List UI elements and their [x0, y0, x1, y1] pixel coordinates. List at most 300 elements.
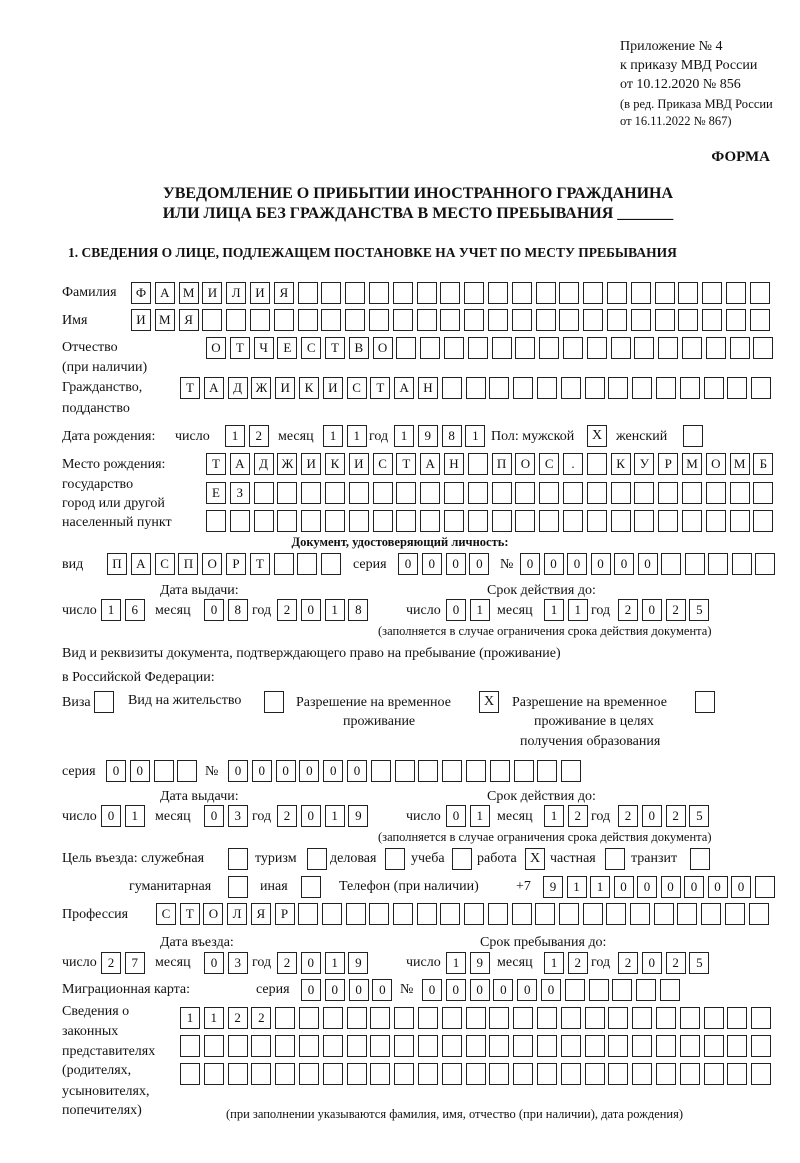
char-cell[interactable]: А [230, 453, 250, 475]
char-cell[interactable]: 0 [101, 805, 121, 827]
char-cell[interactable]: С [155, 553, 175, 575]
char-cell[interactable] [587, 482, 607, 504]
char-cell[interactable] [325, 482, 345, 504]
char-cell[interactable]: Т [180, 377, 200, 399]
char-cell[interactable] [632, 1007, 652, 1029]
char-cell[interactable] [559, 309, 579, 331]
char-cell[interactable] [298, 903, 318, 925]
char-cell[interactable] [370, 1035, 390, 1057]
purpose-transit-checkbox[interactable] [690, 848, 710, 870]
char-cell[interactable]: 1 [544, 599, 564, 621]
char-cell[interactable] [585, 1063, 605, 1085]
char-cell[interactable] [297, 553, 317, 575]
char-cell[interactable]: 0 [446, 979, 466, 1001]
char-cell[interactable] [708, 553, 728, 575]
char-cell[interactable] [608, 1063, 628, 1085]
char-cell[interactable]: М [682, 453, 702, 475]
char-cell[interactable] [464, 309, 484, 331]
char-cell[interactable]: О [515, 453, 535, 475]
char-cell[interactable] [658, 482, 678, 504]
char-cell[interactable] [732, 553, 752, 575]
char-cell[interactable]: Т [250, 553, 270, 575]
char-cell[interactable] [204, 1035, 224, 1057]
char-cell[interactable] [583, 309, 603, 331]
char-cell[interactable]: 1 [470, 599, 490, 621]
char-cell[interactable]: П [492, 453, 512, 475]
char-cell[interactable]: П [107, 553, 127, 575]
purpose-tourism-checkbox[interactable] [307, 848, 327, 870]
char-cell[interactable] [611, 510, 631, 532]
char-cell[interactable]: Н [444, 453, 464, 475]
char-cell[interactable] [488, 282, 508, 304]
char-cell[interactable] [299, 1035, 319, 1057]
char-cell[interactable] [464, 282, 484, 304]
char-cell[interactable] [634, 510, 654, 532]
char-cell[interactable]: А [394, 377, 414, 399]
char-cell[interactable] [677, 903, 697, 925]
char-cell[interactable] [180, 1063, 200, 1085]
char-cell[interactable]: Т [396, 453, 416, 475]
char-cell[interactable]: 2 [618, 952, 638, 974]
char-cell[interactable] [345, 282, 365, 304]
char-cell[interactable]: Д [228, 377, 248, 399]
char-cell[interactable] [394, 1007, 414, 1029]
char-cell[interactable] [489, 1063, 509, 1085]
char-cell[interactable] [608, 377, 628, 399]
char-cell[interactable] [656, 1035, 676, 1057]
char-cell[interactable] [251, 1035, 271, 1057]
char-cell[interactable]: . [563, 453, 583, 475]
char-cell[interactable] [611, 482, 631, 504]
char-cell[interactable]: 1 [101, 599, 121, 621]
char-cell[interactable] [751, 1007, 771, 1029]
char-cell[interactable]: 0 [544, 553, 564, 575]
char-cell[interactable]: 2 [568, 805, 588, 827]
char-cell[interactable] [537, 377, 557, 399]
char-cell[interactable] [561, 760, 581, 782]
char-cell[interactable]: 1 [325, 952, 345, 974]
char-cell[interactable] [254, 510, 274, 532]
char-cell[interactable]: 0 [301, 952, 321, 974]
char-cell[interactable] [464, 903, 484, 925]
char-cell[interactable] [515, 337, 535, 359]
char-cell[interactable] [466, 760, 486, 782]
char-cell[interactable] [513, 1035, 533, 1057]
char-cell[interactable]: 0 [325, 979, 345, 1001]
char-cell[interactable] [468, 453, 488, 475]
char-cell[interactable] [608, 1007, 628, 1029]
char-cell[interactable] [587, 337, 607, 359]
char-cell[interactable] [323, 1035, 343, 1057]
char-cell[interactable] [490, 760, 510, 782]
char-cell[interactable]: 0 [446, 805, 466, 827]
char-cell[interactable]: 0 [446, 599, 466, 621]
char-cell[interactable] [678, 309, 698, 331]
char-cell[interactable]: А [204, 377, 224, 399]
char-cell[interactable]: 0 [323, 760, 343, 782]
char-cell[interactable]: 2 [618, 805, 638, 827]
char-cell[interactable] [370, 1007, 390, 1029]
char-cell[interactable] [561, 1007, 581, 1029]
char-cell[interactable]: 0 [614, 553, 634, 575]
char-cell[interactable] [706, 337, 726, 359]
char-cell[interactable] [585, 1035, 605, 1057]
char-cell[interactable] [749, 903, 769, 925]
char-cell[interactable]: 0 [642, 599, 662, 621]
char-cell[interactable]: Я [274, 282, 294, 304]
char-cell[interactable]: С [156, 903, 176, 925]
char-cell[interactable] [440, 282, 460, 304]
char-cell[interactable]: 9 [418, 425, 438, 447]
char-cell[interactable] [563, 510, 583, 532]
char-cell[interactable] [589, 979, 609, 1001]
char-cell[interactable] [154, 760, 174, 782]
char-cell[interactable]: 2 [277, 952, 297, 974]
char-cell[interactable] [346, 903, 366, 925]
char-cell[interactable]: 2 [277, 805, 297, 827]
char-cell[interactable]: 0 [638, 553, 658, 575]
purpose-service-checkbox[interactable] [228, 848, 248, 870]
char-cell[interactable]: Ч [254, 337, 274, 359]
char-cell[interactable]: 0 [299, 760, 319, 782]
char-cell[interactable]: К [611, 453, 631, 475]
char-cell[interactable] [442, 1007, 462, 1029]
char-cell[interactable] [277, 482, 297, 504]
char-cell[interactable]: Т [370, 377, 390, 399]
char-cell[interactable]: 0 [520, 553, 540, 575]
char-cell[interactable] [373, 510, 393, 532]
char-cell[interactable]: 0 [301, 805, 321, 827]
char-cell[interactable] [204, 1063, 224, 1085]
char-cell[interactable]: 0 [130, 760, 150, 782]
char-cell[interactable] [656, 1063, 676, 1085]
char-cell[interactable] [298, 309, 318, 331]
char-cell[interactable]: О [373, 337, 393, 359]
char-cell[interactable]: 8 [228, 599, 248, 621]
char-cell[interactable]: 0 [567, 553, 587, 575]
char-cell[interactable]: Д [254, 453, 274, 475]
char-cell[interactable] [701, 903, 721, 925]
purpose-work-checkbox[interactable]: X [525, 848, 545, 870]
temp-residence-checkbox[interactable]: X [479, 691, 499, 713]
char-cell[interactable] [489, 377, 509, 399]
char-cell[interactable] [539, 482, 559, 504]
char-cell[interactable] [466, 1007, 486, 1029]
char-cell[interactable] [347, 1007, 367, 1029]
char-cell[interactable]: К [325, 453, 345, 475]
char-cell[interactable]: Т [206, 453, 226, 475]
char-cell[interactable]: Т [230, 337, 250, 359]
char-cell[interactable] [396, 482, 416, 504]
char-cell[interactable] [466, 1035, 486, 1057]
char-cell[interactable] [559, 903, 579, 925]
char-cell[interactable] [607, 309, 627, 331]
visa-checkbox[interactable] [94, 691, 114, 713]
char-cell[interactable]: М [155, 309, 175, 331]
char-cell[interactable] [706, 510, 726, 532]
char-cell[interactable] [632, 1035, 652, 1057]
char-cell[interactable] [468, 482, 488, 504]
char-cell[interactable]: Б [753, 453, 773, 475]
char-cell[interactable] [394, 1035, 414, 1057]
char-cell[interactable] [583, 282, 603, 304]
char-cell[interactable]: 0 [661, 876, 681, 898]
char-cell[interactable]: 1 [470, 805, 490, 827]
char-cell[interactable] [492, 482, 512, 504]
char-cell[interactable] [347, 1063, 367, 1085]
char-cell[interactable]: И [349, 453, 369, 475]
char-cell[interactable]: О [202, 553, 222, 575]
char-cell[interactable] [559, 282, 579, 304]
purpose-private-checkbox[interactable] [605, 848, 625, 870]
char-cell[interactable]: Ж [251, 377, 271, 399]
char-cell[interactable]: 1 [125, 805, 145, 827]
char-cell[interactable] [228, 1063, 248, 1085]
char-cell[interactable]: 6 [125, 599, 145, 621]
char-cell[interactable] [727, 1035, 747, 1057]
char-cell[interactable]: 0 [398, 553, 418, 575]
char-cell[interactable] [420, 510, 440, 532]
char-cell[interactable]: 0 [252, 760, 272, 782]
char-cell[interactable] [515, 510, 535, 532]
char-cell[interactable] [228, 1035, 248, 1057]
char-cell[interactable]: 0 [106, 760, 126, 782]
char-cell[interactable] [513, 1007, 533, 1029]
char-cell[interactable]: 3 [228, 805, 248, 827]
char-cell[interactable] [755, 553, 775, 575]
char-cell[interactable] [349, 482, 369, 504]
char-cell[interactable]: 2 [666, 805, 686, 827]
char-cell[interactable] [563, 337, 583, 359]
char-cell[interactable] [680, 1035, 700, 1057]
char-cell[interactable]: Л [227, 903, 247, 925]
char-cell[interactable] [489, 1007, 509, 1029]
char-cell[interactable] [325, 510, 345, 532]
char-cell[interactable] [536, 282, 556, 304]
char-cell[interactable] [658, 337, 678, 359]
char-cell[interactable]: 0 [731, 876, 751, 898]
char-cell[interactable] [321, 553, 341, 575]
char-cell[interactable] [369, 309, 389, 331]
char-cell[interactable]: 2 [666, 952, 686, 974]
purpose-business-checkbox[interactable] [385, 848, 405, 870]
char-cell[interactable] [226, 309, 246, 331]
char-cell[interactable]: Т [180, 903, 200, 925]
char-cell[interactable] [254, 482, 274, 504]
char-cell[interactable]: О [706, 453, 726, 475]
char-cell[interactable] [631, 309, 651, 331]
char-cell[interactable] [587, 453, 607, 475]
char-cell[interactable] [585, 1007, 605, 1029]
char-cell[interactable] [632, 1063, 652, 1085]
char-cell[interactable]: 2 [228, 1007, 248, 1029]
char-cell[interactable] [370, 1063, 390, 1085]
char-cell[interactable] [440, 903, 460, 925]
char-cell[interactable] [299, 1007, 319, 1029]
char-cell[interactable]: 1 [567, 876, 587, 898]
char-cell[interactable] [466, 377, 486, 399]
char-cell[interactable]: 0 [614, 876, 634, 898]
char-cell[interactable]: 2 [666, 599, 686, 621]
char-cell[interactable] [539, 510, 559, 532]
char-cell[interactable] [702, 282, 722, 304]
char-cell[interactable]: Я [179, 309, 199, 331]
char-cell[interactable] [537, 1063, 557, 1085]
char-cell[interactable] [753, 482, 773, 504]
char-cell[interactable] [539, 337, 559, 359]
char-cell[interactable] [251, 1063, 271, 1085]
char-cell[interactable] [488, 309, 508, 331]
char-cell[interactable]: 0 [204, 599, 224, 621]
char-cell[interactable]: 1 [323, 425, 343, 447]
char-cell[interactable] [702, 309, 722, 331]
char-cell[interactable] [250, 309, 270, 331]
char-cell[interactable] [561, 377, 581, 399]
char-cell[interactable] [513, 1063, 533, 1085]
char-cell[interactable] [563, 482, 583, 504]
char-cell[interactable]: И [323, 377, 343, 399]
char-cell[interactable] [750, 282, 770, 304]
char-cell[interactable]: 9 [470, 952, 490, 974]
char-cell[interactable] [727, 377, 747, 399]
char-cell[interactable] [393, 903, 413, 925]
char-cell[interactable]: Р [226, 553, 246, 575]
char-cell[interactable] [680, 1007, 700, 1029]
char-cell[interactable] [323, 1063, 343, 1085]
char-cell[interactable] [468, 337, 488, 359]
char-cell[interactable]: 0 [642, 805, 662, 827]
char-cell[interactable]: Ф [131, 282, 151, 304]
char-cell[interactable]: Е [277, 337, 297, 359]
temp-edu-checkbox[interactable] [695, 691, 715, 713]
char-cell[interactable]: С [539, 453, 559, 475]
char-cell[interactable] [301, 482, 321, 504]
char-cell[interactable] [630, 903, 650, 925]
char-cell[interactable] [727, 1063, 747, 1085]
char-cell[interactable]: Н [418, 377, 438, 399]
char-cell[interactable] [706, 482, 726, 504]
char-cell[interactable]: П [178, 553, 198, 575]
char-cell[interactable] [489, 1035, 509, 1057]
sex-male-checkbox[interactable]: X [587, 425, 607, 447]
char-cell[interactable]: 0 [276, 760, 296, 782]
char-cell[interactable] [444, 482, 464, 504]
char-cell[interactable] [371, 760, 391, 782]
char-cell[interactable]: 0 [372, 979, 392, 1001]
char-cell[interactable] [656, 1007, 676, 1029]
char-cell[interactable]: 1 [180, 1007, 200, 1029]
char-cell[interactable]: И [131, 309, 151, 331]
char-cell[interactable] [634, 337, 654, 359]
char-cell[interactable] [565, 979, 585, 1001]
char-cell[interactable]: 8 [348, 599, 368, 621]
char-cell[interactable] [658, 510, 678, 532]
char-cell[interactable] [537, 1035, 557, 1057]
char-cell[interactable] [274, 553, 294, 575]
char-cell[interactable] [656, 377, 676, 399]
char-cell[interactable] [442, 377, 462, 399]
char-cell[interactable] [606, 903, 626, 925]
char-cell[interactable] [680, 377, 700, 399]
char-cell[interactable]: 8 [442, 425, 462, 447]
char-cell[interactable] [636, 979, 656, 1001]
char-cell[interactable] [418, 1063, 438, 1085]
char-cell[interactable]: 1 [465, 425, 485, 447]
char-cell[interactable]: О [206, 337, 226, 359]
char-cell[interactable] [655, 282, 675, 304]
char-cell[interactable]: 2 [568, 952, 588, 974]
char-cell[interactable] [393, 282, 413, 304]
char-cell[interactable] [654, 903, 674, 925]
char-cell[interactable] [393, 309, 413, 331]
char-cell[interactable]: М [179, 282, 199, 304]
char-cell[interactable] [417, 309, 437, 331]
char-cell[interactable] [753, 510, 773, 532]
char-cell[interactable] [442, 760, 462, 782]
char-cell[interactable] [277, 510, 297, 532]
char-cell[interactable] [512, 282, 532, 304]
char-cell[interactable]: 9 [543, 876, 563, 898]
char-cell[interactable] [177, 760, 197, 782]
char-cell[interactable]: З [230, 482, 250, 504]
char-cell[interactable] [298, 282, 318, 304]
char-cell[interactable] [755, 876, 775, 898]
char-cell[interactable] [349, 510, 369, 532]
char-cell[interactable]: 0 [591, 553, 611, 575]
char-cell[interactable]: 0 [204, 952, 224, 974]
char-cell[interactable] [537, 1007, 557, 1029]
residence-checkbox[interactable] [264, 691, 284, 713]
char-cell[interactable]: А [155, 282, 175, 304]
char-cell[interactable]: 1 [446, 952, 466, 974]
char-cell[interactable]: В [349, 337, 369, 359]
char-cell[interactable] [631, 282, 651, 304]
char-cell[interactable] [440, 309, 460, 331]
char-cell[interactable] [682, 510, 702, 532]
char-cell[interactable] [561, 1063, 581, 1085]
char-cell[interactable]: 0 [517, 979, 537, 1001]
char-cell[interactable] [442, 1035, 462, 1057]
char-cell[interactable] [180, 1035, 200, 1057]
char-cell[interactable] [682, 337, 702, 359]
char-cell[interactable]: 0 [301, 979, 321, 1001]
char-cell[interactable]: 2 [101, 952, 121, 974]
char-cell[interactable] [444, 337, 464, 359]
char-cell[interactable]: 2 [251, 1007, 271, 1029]
char-cell[interactable] [704, 1035, 724, 1057]
char-cell[interactable] [751, 1035, 771, 1057]
char-cell[interactable] [323, 1007, 343, 1029]
char-cell[interactable]: 0 [347, 760, 367, 782]
char-cell[interactable] [488, 903, 508, 925]
char-cell[interactable]: 2 [277, 599, 297, 621]
char-cell[interactable] [730, 510, 750, 532]
sex-female-checkbox[interactable] [683, 425, 703, 447]
char-cell[interactable] [369, 903, 389, 925]
char-cell[interactable] [561, 1035, 581, 1057]
char-cell[interactable] [418, 1007, 438, 1029]
char-cell[interactable]: 9 [348, 952, 368, 974]
char-cell[interactable] [585, 377, 605, 399]
char-cell[interactable] [321, 282, 341, 304]
char-cell[interactable] [396, 510, 416, 532]
char-cell[interactable]: 0 [422, 553, 442, 575]
char-cell[interactable] [750, 309, 770, 331]
char-cell[interactable] [394, 1063, 414, 1085]
char-cell[interactable]: Р [658, 453, 678, 475]
char-cell[interactable] [680, 1063, 700, 1085]
purpose-study-checkbox[interactable] [452, 848, 472, 870]
